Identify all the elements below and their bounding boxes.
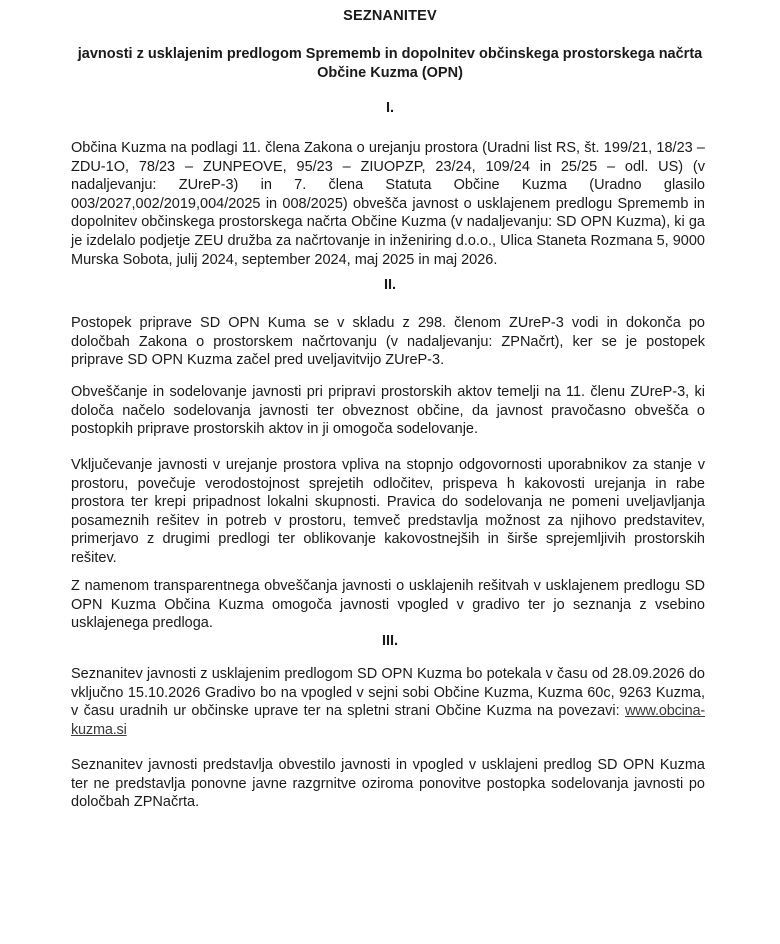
paragraph-transparency: Z namenom transparentnega obveščanja javnosti o usklajenih rešitvah v usklajenem predlogu SD OPN Kuzma Občina Kuzma omogoča javnosti vpogled v gradivo ter jo seznanja z vsebino usklajenega predloga.: [71, 578, 705, 632]
schedule-text: Seznanitev javnosti z usklajenim predlogom SD OPN Kuzma bo potekala v času od 28.09.2026 do vključno 15.10.2026 Gradivo bo na vpogled v sejni sobi Občine Kuzma, Kuzma 60c, 9263 Kuzma, v času uradnih ur občinske uprave ter na spletni strani Občine Kuzma na povezavi:: [71, 666, 705, 720]
document-subtitle: javnosti z usklajenim predlogom Sprememb in dopolnitev občinskega prostorskega načrta Občine Kuzma (OPN): [77, 46, 703, 81]
document-title: SEZNANITEV: [343, 8, 437, 24]
section-heading-1: I.: [385, 100, 395, 116]
section-heading-2: II.: [383, 277, 397, 293]
section-heading-3: III.: [381, 633, 399, 649]
paragraph-public-participation: Vključevanje javnosti v urejanje prostora vpliva na stopnjo odgovornosti uporabnikov za stanje v prostoru, povečuje verodostojnost sprejetih odločitev, prispeva h kakovosti urejanja in rabe prostora ter krepi pripadnost lokalni skupnosti. Pravica do sodelovanja ne pomeni uveljavljanja posameznih rešitev in potreb v prostoru, temveč predstavlja možnost za njihovo predstavitev, primerjavo z drugimi predlogi ter oblikovanje kakovostnejših in širše sprejemljivih prostorskih rešitev.: [71, 457, 705, 566]
paragraph-legal-basis: Občina Kuzma na podlagi 11. člena Zakona o urejanju prostora (Uradni list RS, št. 199/21, 18/23 – ZDU-1O, 78/23 – ZUNPEOVE, 95/23 – ZIUOPZP, 23/24, 109/24 in 25/25 – odl. US) (v nadaljevanju: ZUreP-3) in 7. člena Statuta Občine Kuzma (Uradno glasilo 003/2027,002/2019,004/2025 in 008/2025) obvešča javnost o usklajenem predlogu Sprememb in dopolnitev občinskega prostorskega načrta Občine Kuzma (v nadaljevanju: SD OPN Kuzma), ki ga je izdelalo podjetje ZEU družba za načrtovanje in inženiring d.o.o., Ulica Staneta Rozmana 5, 9000 Murska Sobota, julij 2024, september 2024, maj 2025 in maj 2026.: [71, 140, 705, 268]
paragraph-public-notice: Obveščanje in sodelovanje javnosti pri pripravi prostorskih aktov temelji na 11. členu ZUreP-3, ki določa načelo sodelovanja javnosti ter obveznost občine, da javnost pravočasno obvešča o postopkih priprave prostorskih aktov in ji omogoča sodelovanje.: [71, 384, 705, 438]
paragraph-procedure: Postopek priprave SD OPN Kuma se v skladu z 298. členom ZUreP-3 vodi in dokonča po določbah Zakona o prostorskem načrtovanju (v nadaljevanju: ZPNačrt), ker se je postopek priprave SD OPN Kuzma začel pred uveljavitvijo ZUreP-3.: [71, 315, 705, 369]
paragraph-notice-scope: Seznanitev javnosti predstavlja obvestilo javnosti in vpogled v usklajeni predlog SD OPN Kuzma ter ne predstavlja ponovne javne razgrnitve oziroma ponovitve postopka sodelovanja javnosti po določbah ZPNačrta.: [71, 757, 705, 811]
paragraph-schedule: [71, 665, 705, 739]
municipality-website-link[interactable]: www.obcina-kuzma.si: [71, 703, 705, 738]
